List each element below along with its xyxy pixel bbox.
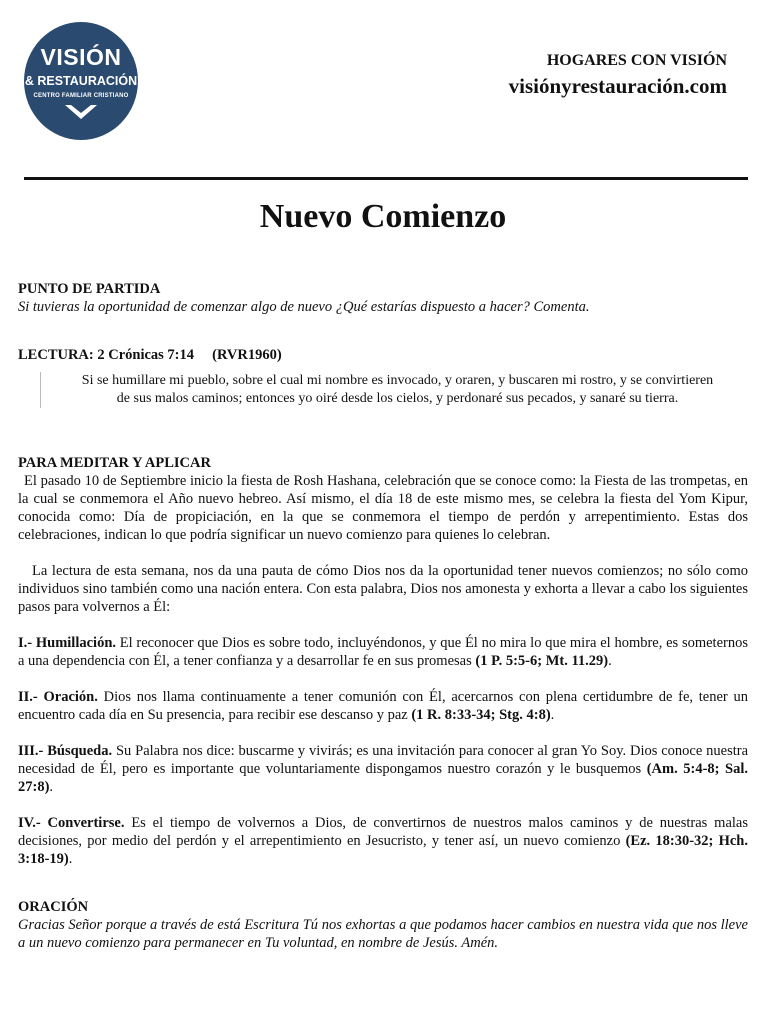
point-4: IV.- Convertirse. Es el tiempo de volvernos a Dios, de convertirnos de nuestros malos caminos y de nuestras malas decisiones, por medio del perdón y el arrepentimiento en Jesucristo, y tener así, un nuevo comienzo (Ez. 18:30-32; Hch. 3:18-19). [18, 815, 748, 867]
point-1: I.- Humillación. El reconocer que Dios es sobre todo, incluyéndonos, y que Él no mira lo que mira el hombre, es someternos a una dependencia con Él, a tener confianza y a desarrollar fe en sus promesas (1 P. 5:5-6; Mt. 11.29). [18, 635, 748, 669]
logo [24, 22, 138, 140]
meditar-paragraph-2: La lectura de esta semana, nos da una pauta de cómo Dios nos da la oportunidad tener nuevos comienzos; no sólo como individuos sino también como una nación entera. Con esta palabra, Dios nos amonesta y exhorta a llevar a cabo los siguientes pasos para volvernos a Él: [18, 563, 748, 615]
point-2: II.- Oración. Dios nos llama continuamente a tener comunión con Él, acercarnos con plena certidumbre de fe, tener un encuentro cada día en Su presencia, para recibir ese descanso y paz (1 R. 8:33-34; Stg. 4:8). [18, 689, 748, 723]
meditar-heading: PARA MEDITAR Y APLICAR [18, 455, 211, 471]
point-3: III.- Búsqueda. Su Palabra nos dice: buscarme y vivirás; es una invitación para conocer al gran Yo Soy. Dios conoce nuestra necesidad de Él, pero es importante que voluntariamente dispongamos nuestro corazón y le busquemos (Am. 5:4-8; Sal. 27:8). [18, 743, 749, 795]
page-title: Nuevo Comienzo [259, 198, 507, 235]
chevron-down-icon [65, 105, 97, 121]
org-name: HOGARES CON VISIÓN [546, 52, 727, 69]
oracion-text: Gracias Señor porque a través de está Escritura Tú nos exhortas a que podamos hacer cambios en nuestra vida que nos lleve a un nuevo comienzo para permanecer en Tu voluntad, en nombre de Jesús. Amén. [18, 917, 748, 951]
website: visiónyrestauración.com [508, 74, 727, 98]
verse-quote [40, 372, 748, 408]
header-divider [24, 177, 748, 180]
org-header [509, 52, 727, 99]
punto-heading: PUNTO DE PARTIDA [18, 281, 161, 297]
logo-line-3: CENTRO FAMILIAR CRISTIANO [33, 93, 129, 99]
meditar-paragraph-1: El pasado 10 de Septiembre inicio la fiesta de Rosh Hashana, celebración que se conoce como: la Fiesta de las trompetas, en la cual se conmemora el Año nuevo hebreo. Así mismo, el día 18 de este mismo mes, se celebra la fiesta del Yom Kipur, conocida como: Día de propiciación, en la que se conmemora el tiempo de perdón y arrepentimiento. Estas dos celebraciones, indican lo que podría significar un nuevo comienzo para quienes lo celebran. [18, 473, 748, 543]
verse-line-2: de sus malos caminos; entonces yo oiré desde los cielos, y perdonaré sus pecados, y sanaré su tierra. [116, 391, 679, 406]
verse-line-1: Si se humillare mi pueblo, sobre el cual mi nombre es invocado, y oraren, y buscaren mi rostro, y se convirtieren [81, 373, 714, 388]
punto-text: Si tuvieras la oportunidad de comenzar algo de nuevo ¿Qué estarías dispuesto a hacer? Comenta. [18, 299, 590, 315]
lectura-heading: LECTURA: 2 Crónicas 7:14 (RVR1960) [18, 347, 282, 363]
oracion-heading: ORACIÓN [18, 899, 89, 915]
logo-line-1: VISIÓN [40, 44, 122, 70]
document-body [18, 198, 748, 952]
logo-line-2: & RESTAURACIÓN [24, 74, 138, 88]
